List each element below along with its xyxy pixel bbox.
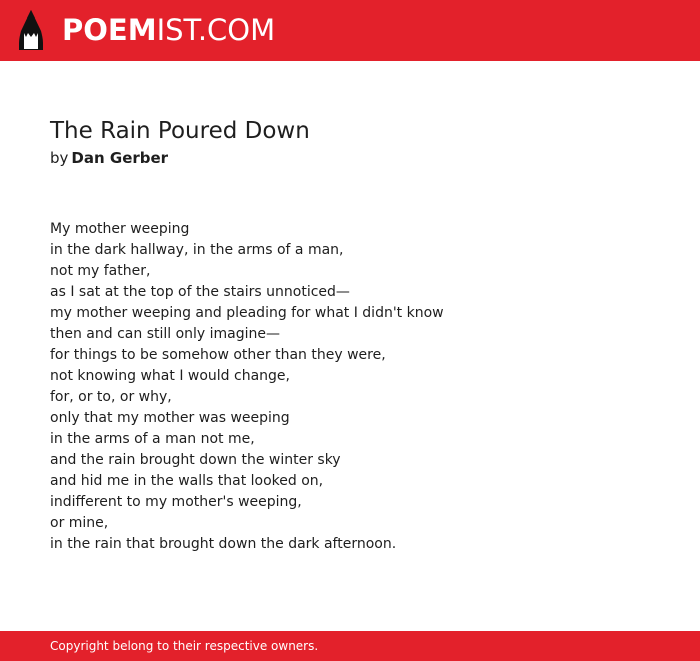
- poem-line: as I sat at the top of the stairs unnoticed—: [50, 284, 350, 300]
- site-header: [0, 0, 700, 61]
- byline: [50, 148, 670, 168]
- poem-line: not knowing what I would change,: [50, 368, 290, 384]
- byline-prefix: by: [50, 149, 69, 167]
- site-footer: [0, 631, 700, 661]
- poem-line: or mine,: [50, 515, 109, 531]
- poem-line: and the rain brought down the winter sky: [50, 452, 341, 468]
- poem-line: then and can still only imagine—: [50, 326, 281, 342]
- poem-line: not my father,: [50, 263, 151, 279]
- poem-line: indifferent to my mother's weeping,: [50, 494, 302, 510]
- footer-copyright: Copyright belong to their respective owners.: [50, 639, 319, 653]
- poem-title: The Rain Poured Down: [50, 118, 310, 144]
- pencil-tip-icon[interactable]: [18, 9, 44, 51]
- author-name: Dan Gerber: [71, 149, 169, 167]
- poem-line: for things to be somehow other than they were,: [50, 347, 386, 363]
- poem-line: in the rain that brought down the dark afternoon.: [50, 536, 397, 552]
- poem-line: in the arms of a man not me,: [50, 431, 255, 447]
- brand-bold-text: POEM: [62, 13, 157, 47]
- poem-line: My mother weeping: [50, 221, 190, 237]
- poem-body: [50, 219, 670, 555]
- poem-header: [50, 116, 670, 168]
- poem-line: in the dark hallway, in the arms of a man,: [50, 242, 344, 258]
- poem-line: only that my mother was weeping: [50, 410, 290, 426]
- poem-line: my mother weeping and pleading for what I didn't know: [50, 305, 444, 321]
- site-logo-wordmark[interactable]: [62, 12, 275, 48]
- brand-light-text: IST.COM: [156, 13, 276, 47]
- poem-line: and hid me in the walls that looked on,: [50, 473, 324, 489]
- poem-line: for, or to, or why,: [50, 389, 172, 405]
